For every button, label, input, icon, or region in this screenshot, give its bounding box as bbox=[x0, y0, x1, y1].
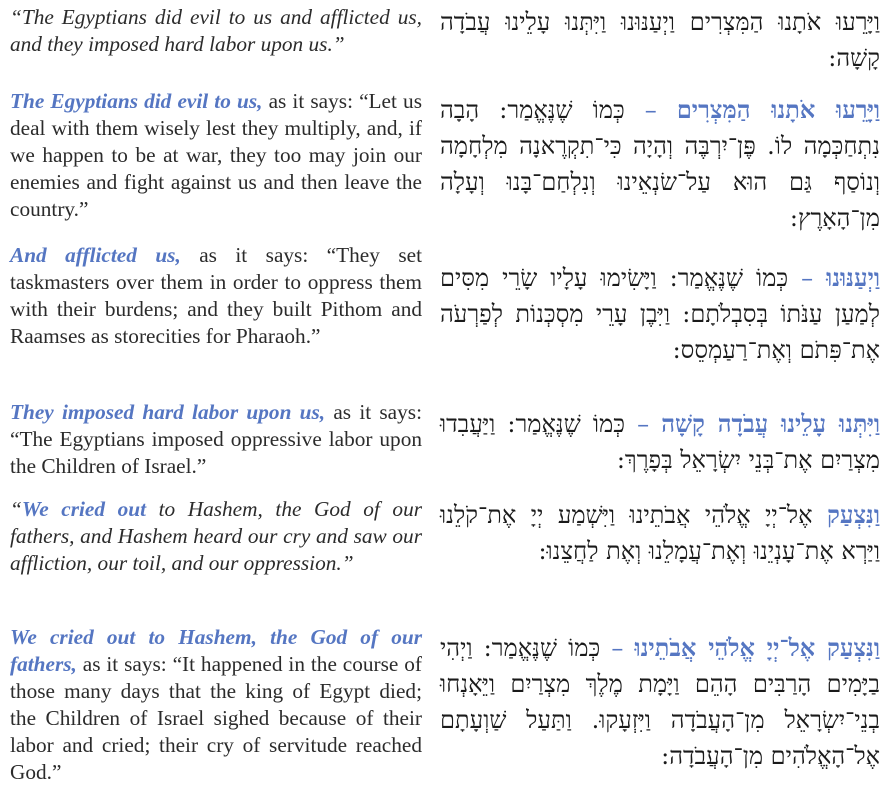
hebrew-lead: וַיִּתְּנוּ עָלֵינוּ עֲבֹדָה קָשָׁה bbox=[661, 409, 881, 438]
verse-quote-text: “The Egyptians did evil to us and afflicted us, and they imposed hard labor upon us.” bbox=[10, 5, 422, 56]
english-commentary-2 bbox=[10, 242, 422, 350]
hebrew-body: כְּמוֹ שֶׁנֶּאֱמַר: וַיְהִי בַיָּמִים הָרַבִּים הָהֵם וַיָּמָת מֶלֶךְ מִצְרַיִם וַיֵּאָנְחוּ בְנֵי־יִשְׂרָאֵל מִן־הָעֲבֹדָה וַיִּזְעָקוּ. וַתַּעַל שַׁוְעָתָם אֶל־הָאֱלֹהִים מִן־הָעֲבֹדָה: bbox=[440, 634, 880, 770]
commentary-body: as it says: “They set taskmasters over them in order to oppress them with their burdens; and they built Pithom and Raamses as storecities for Pharaoh.” bbox=[10, 243, 422, 348]
hebrew-commentary-3 bbox=[440, 406, 880, 478]
english-commentary-3 bbox=[10, 399, 422, 480]
hebrew-commentary-1 bbox=[440, 92, 880, 236]
hebrew-body: כְּמוֹ שֶׁנֶּאֱמַר: וַיָּשִׂימוּ עָלָיו שָׂרֵי מִסִּים לְמַעַן עַנֹּתוֹ בְּסִבְלֹתָם: וַיִּבֶן עָרֵי מִסְכְּנוֹת לְפַרְעֹה אֶת־פִּתֹם וְאֶת־רַעַמְסֵס: bbox=[440, 264, 880, 364]
hebrew-dash bbox=[813, 501, 828, 529]
hebrew-body: כְּמוֹ שֶׁנֶּאֱמַר: וַיַּעֲבִדוּ מִצְרַיִם אֶת־בְּנֵי יִשְׂרָאֵל בְּפָרֶךְ: bbox=[440, 410, 880, 474]
commentary-lead: We cried out bbox=[21, 497, 146, 521]
commentary-body: as it says: “Let us deal with them wisely lest they multiply, and, if we happen to be at war, they too may join our enemies and fight against us and then leave the country.” bbox=[10, 89, 422, 221]
hebrew-dash: – bbox=[600, 634, 635, 662]
commentary-body: as it says: “It happened in the course of those many days that the king of Egypt died; the Children of Israel sighed because of their labor and cried; their cry of servitude reached God.” bbox=[10, 652, 422, 784]
hebrew-dash: – bbox=[624, 410, 662, 438]
english-verse-quote bbox=[10, 4, 422, 58]
hebrew-body: אֶל־יְיָ אֱלֹהֵי אֲבֹתֵינוּ וַיִּשְׁמַע יְיָ אֶת־קֹלֵנוּ וַיַּרְא אֶת־עָנְיֵנוּ וְאֶת־עֲמָלֵנוּ וְאֶת לַחֲצֵנוּ: bbox=[440, 501, 880, 565]
hebrew-lead: וַיָּרֵעוּ אֹתָנוּ הַמִּצְרִים bbox=[676, 95, 880, 124]
hebrew-body: כְּמוֹ שֶׁנֶּאֱמַר: הָבָה נִתְחַכְּמָה לוֹ. פֶּן־יִרְבֶּה וְהָיָה כִּי־תִקְרֶאנָה מִלְחָמָה וְנוֹסַף גַּם הוּא עַל־שׂנְאֵינוּ וְנִלְחַם־בָּנוּ וְעָלָה מִן־הָאָרֶץ: bbox=[440, 96, 880, 232]
commentary-lead: We cried out to Hashem, the God of our fathers, bbox=[10, 625, 422, 676]
open-quote: “ bbox=[10, 497, 22, 521]
english-commentary-5 bbox=[10, 624, 422, 786]
commentary-body: to Hashem, the God of our fathers, and Hashem heard our cry and saw our affliction, our toil, and our oppression.” bbox=[10, 497, 423, 575]
hebrew-lead: וַנִּצְעַק bbox=[827, 500, 880, 529]
hebrew-dash: – bbox=[788, 264, 827, 292]
hebrew-lead: וַנִּצְעַק אֶל־יְיָ אֱלֹהֵי אֲבֹתֵינוּ bbox=[634, 633, 881, 662]
english-commentary-1 bbox=[10, 88, 422, 223]
english-verse-quote-2 bbox=[10, 496, 422, 577]
hebrew-commentary-5 bbox=[440, 630, 880, 774]
hebrew-dash: – bbox=[624, 96, 677, 124]
commentary-lead: The Egyptians did evil to us, bbox=[10, 89, 263, 113]
commentary-lead: And afflicted us, bbox=[10, 243, 181, 267]
hebrew-lead: וַיְעַנּוּנוּ bbox=[826, 263, 880, 292]
commentary-body: as it says: “The Egyptians imposed oppressive labor upon the Children of Israel.” bbox=[10, 400, 422, 478]
hebrew-verse bbox=[440, 4, 880, 76]
hebrew-verse-text: וַיָּרֵעוּ אֹתָנוּ הַמִּצְרִים וַיְעַנּוּנוּ וַיִּתְּנוּ עָלֵינוּ עֲבֹדָה קָשָׁה: bbox=[440, 8, 880, 72]
hebrew-verse-2 bbox=[440, 497, 880, 569]
commentary-lead: They imposed hard labor upon us, bbox=[10, 400, 326, 424]
hebrew-commentary-2 bbox=[440, 260, 880, 368]
